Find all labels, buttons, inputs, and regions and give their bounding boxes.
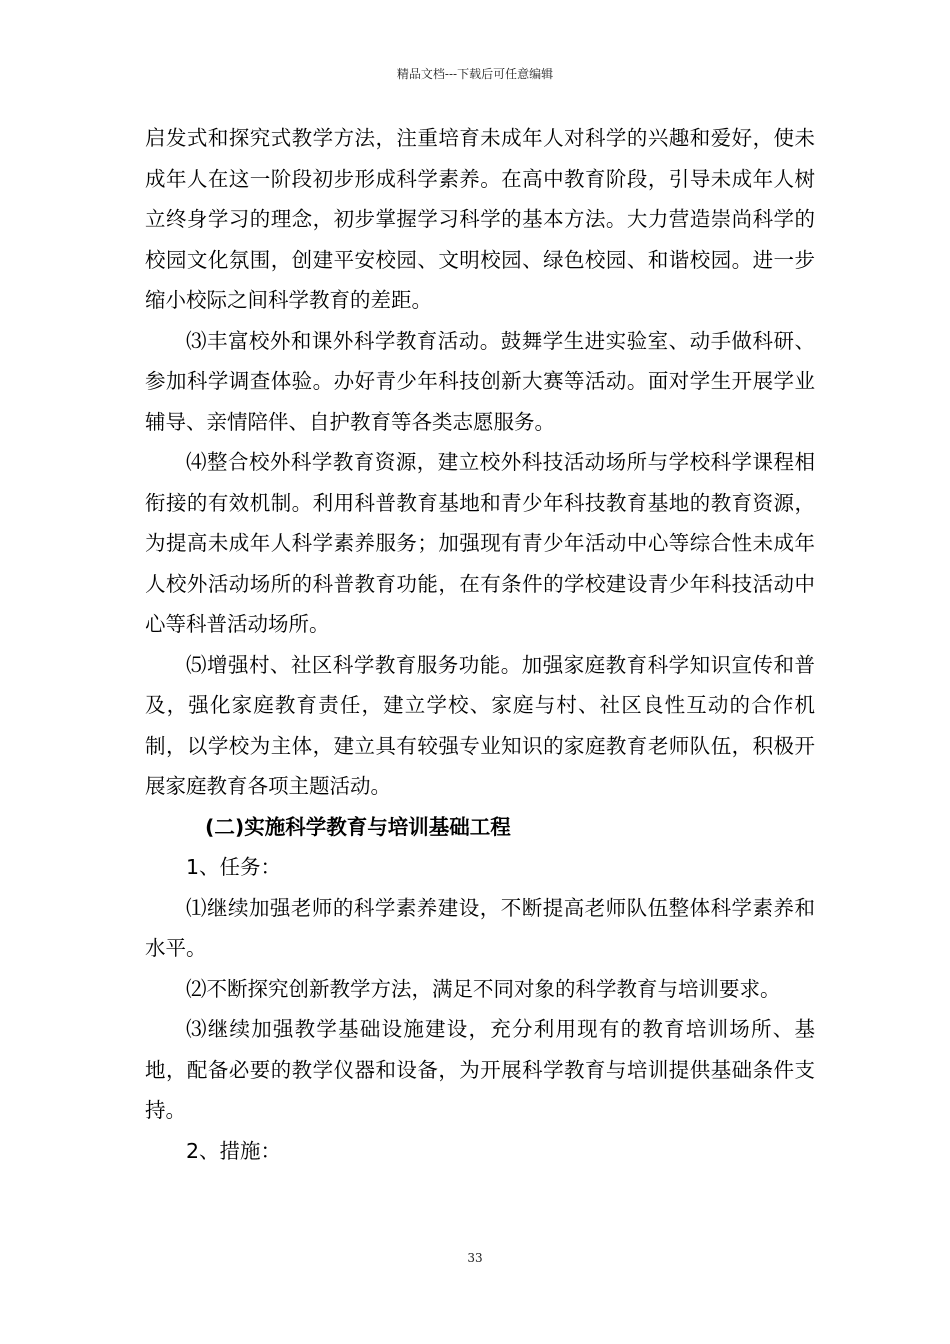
task-item-2: ⑵不断探究创新教学方法，满足不同对象的科学教育与培训要求。 [186,976,781,1001]
paragraph-continuation: 启发式和探究式教学方法，注重培育未成年人对科学的兴趣和爱好，使未成年人在这一阶段初步形成科学素养。在高中教育阶段，引导未成年人树立终身学习的理念，初步掌握学习科学的基本方法。大力营造崇尚科学的校园文化氛围，创建平安校园、文明校园、绿色校园、和谐校园。进一步缩小校际之间科学教育的差距。 [145,126,815,312]
task-item-1: ⑴继续加强老师的科学素养建设，不断提高老师队伍整体科学素养和水平。 [145,895,815,960]
paragraph-item-3: ⑶丰富校外和课外科学教育活动。鼓舞学生进实验室、动手做科研、参加科学调查体验。办好青少年科技创新大赛等活动。面对学生开展学业辅导、亲情陪伴、自护教育等各类志愿服务。 [145,328,815,434]
task-item-3: ⑶继续加强教学基础设施建设，充分利用现有的教育培训场所、基地，配备必要的教学仪器和设备，为开展科学教育与培训提供基础条件支持。 [145,1017,815,1122]
page-header: 精品文档---下载后可任意编辑 [396,67,554,81]
paragraph-item-4: ⑷整合校外科学教育资源，建立校外科技活动场所与学校科学课程相衔接的有效机制。利用科普教育基地和青少年科技教育基地的教育资源，为提高未成年人科学素养服务；加强现有青少年活动中心等综合性未成年人校外活动场所的科普教育功能，在有条件的学校建设青少年科技活动中心等科普活动场所。 [145,450,815,636]
measures-label: 2、措施： [186,1138,282,1163]
tasks-label: 1、任务： [186,855,282,879]
page-number: 33 [467,1251,483,1265]
section-heading: (二)实施科学教育与培训基础工程 [205,814,511,839]
paragraph-item-5: ⑸增强村、社区科学教育服务功能。加强家庭教育科学知识宣传和普及，强化家庭教育责任，建立学校、家庭与村、社区良性互动的合作机制，以学校为主体，建立具有较强专业知识的家庭教育老师队伍，积极开展家庭教育各项主题活动。 [145,652,815,798]
document-body [145,118,815,1171]
